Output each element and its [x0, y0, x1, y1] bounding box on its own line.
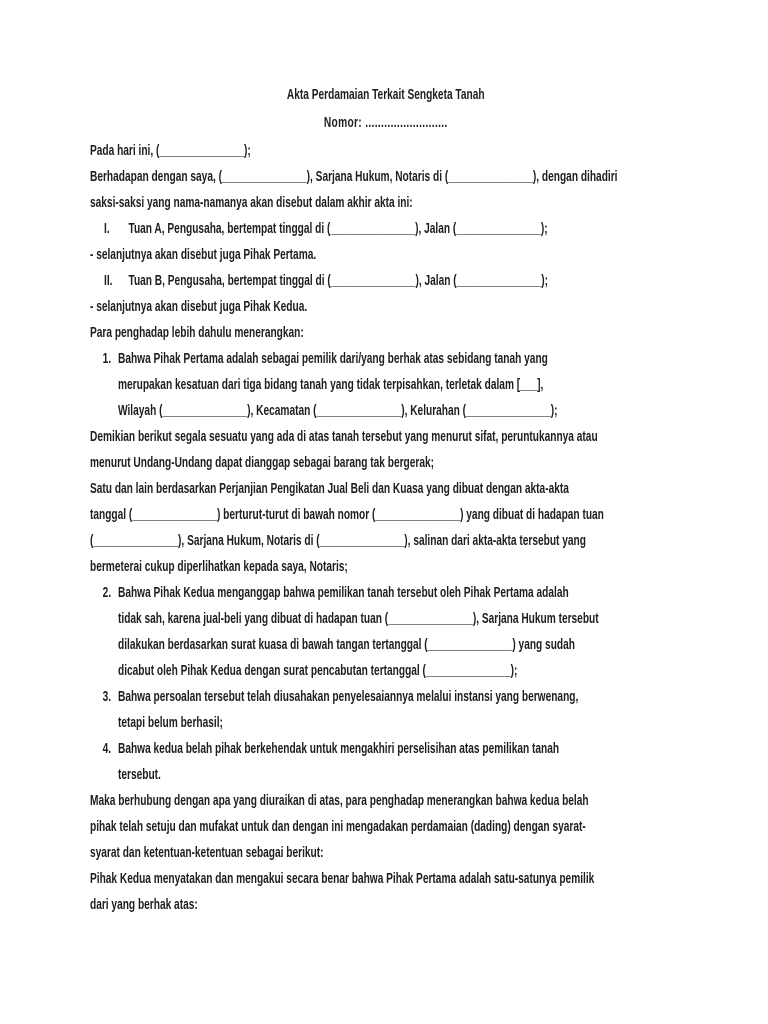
text-line: - selanjutnya akan disebut juga Pihak Kedua. — [90, 299, 308, 315]
text-line: Para penghadap lebih dahulu menerangkan: — [90, 325, 304, 341]
paragraph-block — [90, 138, 682, 164]
text-line: merupakan kesatuan dari tiga bidang tanah yang tidak terpisahkan, terletak dalam [___], — [118, 377, 544, 393]
paragraph-block — [90, 294, 682, 320]
paragraph-block — [90, 476, 682, 580]
text-line: dicabut oleh Pihak Kedua dengan surat pencabutan tertanggal (_______________); — [118, 663, 518, 679]
text-line: - selanjutnya akan disebut juga Pihak Pertama. — [90, 247, 317, 263]
paragraph-block — [90, 242, 682, 268]
paragraph-block — [90, 866, 682, 918]
list-marker: 1. — [102, 351, 112, 367]
text-line: Wilayah (_______________), Kecamatan (_______________), Kelurahan (_______________); — [118, 403, 558, 419]
text-line: dari yang berhak atas: — [90, 897, 198, 913]
paragraph-block — [90, 424, 682, 476]
text-line: syarat dan ketentuan-ketentuan sebagai berikut: — [90, 845, 324, 861]
text-line: Bahwa kedua belah pihak berkehendak untuk mengakhiri perselisihan atas pemilikan tanah — [118, 741, 560, 757]
list-item-number — [90, 346, 682, 424]
list-item-number — [90, 684, 682, 736]
paragraph-block — [90, 164, 682, 216]
text-line: Satu dan lain berdasarkan Perjanjian Pengikatan Jual Beli dan Kuasa yang dibuat dengan akta-akta — [90, 481, 569, 497]
text-line: Bahwa Pihak Pertama adalah sebagai pemilik dari/yang berhak atas sebidang tanah yang — [118, 351, 548, 367]
list-item-roman — [90, 216, 682, 242]
list-marker: 3. — [102, 689, 112, 705]
paragraph-block — [90, 320, 682, 346]
text-line: Tuan A, Pengusaha, bertempat tinggal di (_______________), Jalan (_______________); — [128, 221, 548, 237]
document-body — [90, 82, 682, 918]
document-number-line: Nomor: .......................... — [323, 115, 448, 131]
text-line: Maka berhubung dengan apa yang diuraikan di atas, para penghadap menerangkan bahwa kedua belah — [90, 793, 589, 809]
text-line: Pada hari ini, (_______________); — [90, 143, 251, 159]
text-line: tersebut. — [118, 767, 161, 783]
text-line: Bahwa Pihak Kedua menganggap bahwa pemilikan tanah tersebut oleh Pihak Pertama adalah — [118, 585, 569, 601]
text-line: Tuan B, Pengusaha, bertempat tinggal di (_______________), Jalan (_______________); — [128, 273, 549, 289]
text-line: tanggal (_______________) berturut-turut di bawah nomor (_______________) yang dibuat di hadapan tuan — [90, 507, 604, 523]
list-item-number — [90, 736, 682, 788]
text-line: dilakukan berdasarkan surat kuasa di bawah tangan tertanggal (_______________) yang sudah — [118, 637, 575, 653]
text-line: Pihak Kedua menyatakan dan mengakui secara benar bahwa Pihak Pertama adalah satu-satunya pemilik — [90, 871, 595, 887]
list-marker: I. — [104, 221, 110, 237]
paragraph-block — [90, 788, 682, 866]
list-marker: 2. — [102, 585, 112, 601]
text-line: tidak sah, karena jual-beli yang dibuat di hadapan tuan (_______________), Sarjana Hukum tersebut — [118, 611, 599, 627]
list-item-number — [90, 580, 682, 684]
document-blocks — [90, 138, 682, 918]
list-marker: 4. — [102, 741, 112, 757]
text-line: menurut Undang-Undang dapat dianggap sebagai barang tak bergerak; — [90, 455, 435, 471]
document-title: Akta Perdamaian Terkait Sengketa Tanah — [286, 87, 485, 103]
text-line: bermeterai cukup diperlihatkan kepada saya, Notaris; — [90, 559, 348, 575]
text-line: saksi-saksi yang nama-namanya akan disebut dalam akhir akta ini: — [90, 195, 413, 211]
text-line: Bahwa persoalan tersebut telah diusahakan penyelesaiannya melalui instansi yang berwenang, — [118, 689, 579, 705]
text-line: (_______________), Sarjana Hukum, Notaris di (_______________), salinan dari akta-akta tersebut yang — [90, 533, 586, 549]
text-line: Demikian berikut segala sesuatu yang ada di atas tanah tersebut yang menurut sifat, peruntukannya atau — [90, 429, 598, 445]
text-line: Berhadapan dengan saya, (_______________), Sarjana Hukum, Notaris di (_______________), dengan dihadiri — [90, 169, 618, 185]
list-marker: II. — [104, 273, 113, 289]
text-line: tetapi belum berhasil; — [118, 715, 223, 731]
text-line: pihak telah setuju dan mufakat untuk dan dengan ini mengadakan perdamaian (dading) dengan syarat- — [90, 819, 586, 835]
list-item-roman — [90, 268, 682, 294]
